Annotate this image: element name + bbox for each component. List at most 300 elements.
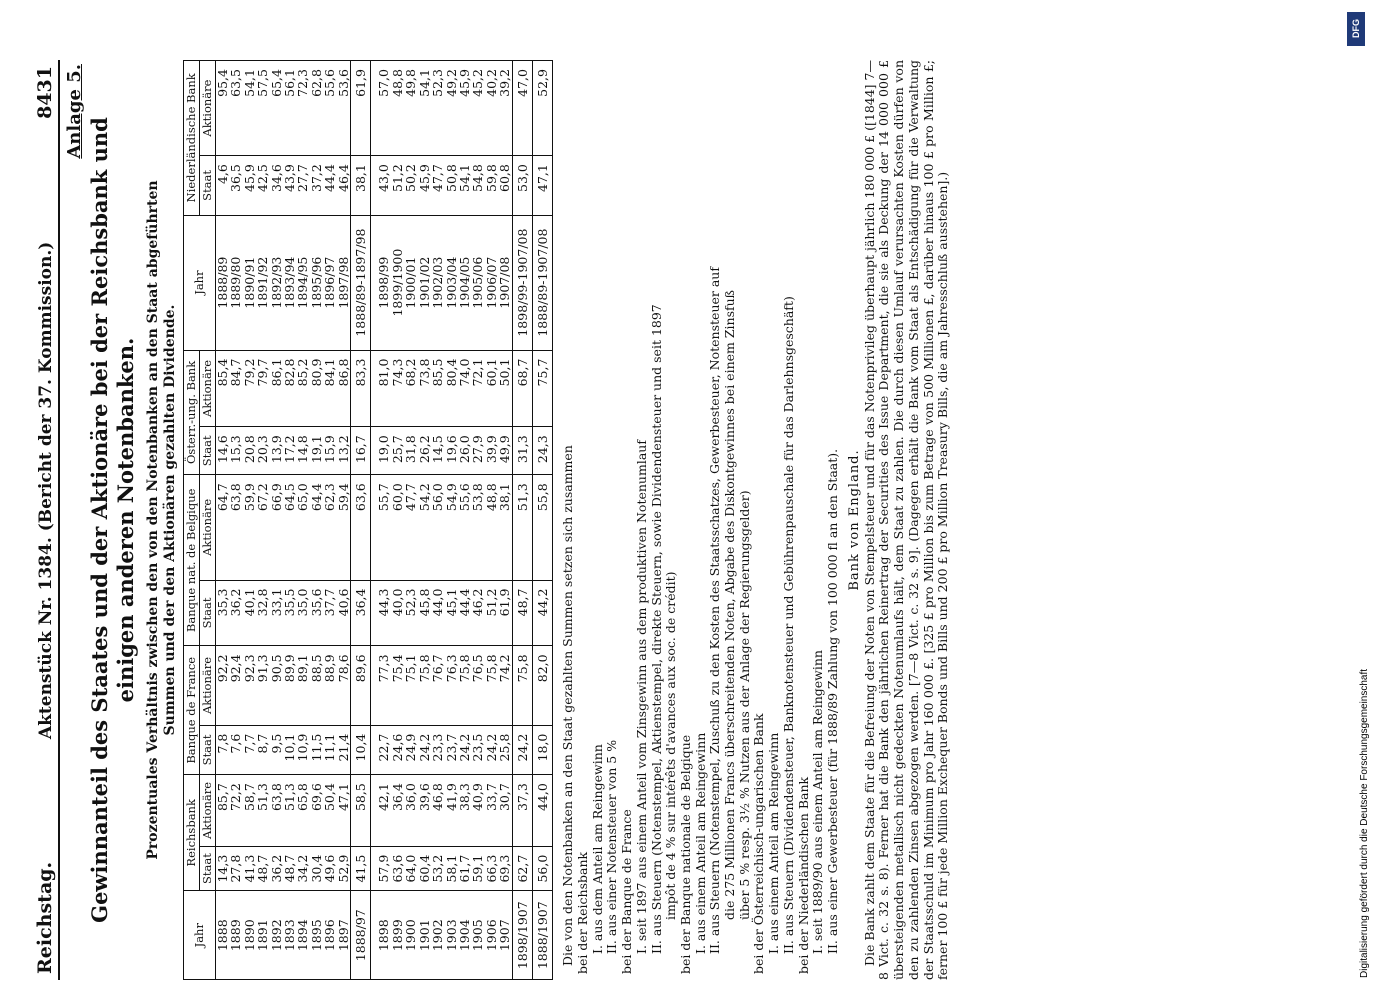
cell-os: 26,2 [418, 427, 431, 475]
table-row [323, 61, 336, 980]
cell-oa: 86,1 [270, 350, 283, 427]
cell-fs: 11,1 [323, 725, 336, 775]
cell-rs: 53,2 [431, 846, 444, 891]
cell-ba: 38,1 [498, 475, 512, 580]
cell-ba: 47,7 [404, 475, 417, 580]
note-france-item-2: II. aus Steuern (Notenstempel, Aktienstempel, direkte Steuern, sowie Dividendensteuer und seit 1897 [648, 304, 664, 954]
cell-bs: 40,6 [337, 580, 351, 646]
cell-na: 47,0 [512, 61, 532, 156]
sub-staat: Staat [200, 427, 216, 475]
table-row [471, 61, 484, 980]
cell-ba: 64,4 [310, 475, 323, 580]
england-heading: Bank von England. [846, 449, 862, 591]
cell-os: 14,5 [431, 427, 444, 475]
cell-na: 72,3 [296, 61, 309, 156]
cell-y2: 1888/89 [216, 215, 230, 350]
cell-fs: 24,2 [512, 725, 532, 775]
running-header [30, 60, 60, 980]
cell-ra: 58,7 [243, 775, 256, 847]
cell-oa: 81,0 [377, 350, 390, 427]
cell-rs: 48,7 [256, 846, 269, 891]
cell-na: 65,4 [270, 61, 283, 156]
notes-intro: Die von den Notenbanken an den Staat gezahlten Summen setzen sich zusammen [560, 445, 576, 966]
cell-ns: 37,2 [310, 156, 323, 215]
cell-rs: 60,4 [418, 846, 431, 891]
cell-na: 52,9 [532, 61, 552, 156]
cell-ns: 27,7 [296, 156, 309, 215]
cell-oa: 82,8 [283, 350, 296, 427]
note-reichsbank-item-2: II. aus einer Notensteuer von 5 % [604, 739, 620, 954]
cell-fa: 76,7 [431, 646, 444, 725]
table-row [310, 61, 323, 980]
table-row [458, 61, 471, 980]
cell-ba: 54,2 [418, 475, 431, 580]
cell-y2: 1906/07 [485, 215, 498, 350]
table-row [216, 61, 230, 980]
cell-rs: 57,9 [377, 846, 390, 891]
page-title: Gewinnanteil des Staates und der Aktionäre bei der Reichsbank und einigen anderen Notenbanken. [87, 117, 138, 923]
cell-fa: 75,1 [404, 646, 417, 725]
cell-os: 24,3 [532, 427, 552, 475]
cell-ba: 63,6 [351, 475, 371, 580]
cell-bs: 61,9 [498, 580, 512, 646]
cell-y: 1889 [229, 891, 242, 980]
cell-ns: 4,6 [216, 156, 230, 215]
cell-y2: 1903/04 [445, 215, 458, 350]
cell-bs: 35,0 [296, 580, 309, 646]
note-belgique-heading: bei der Banque nationale de Belgique [677, 734, 693, 974]
cell-rs: 62,7 [512, 846, 532, 891]
cell-fa: 76,3 [445, 646, 458, 725]
note-france-heading: bei der Banque de France [619, 809, 635, 974]
cell-oa: 84,1 [323, 350, 336, 427]
digitization-credit [1345, 8, 1375, 992]
cell-ra: 46,8 [431, 775, 444, 847]
cell-ba: 51,3 [512, 475, 532, 580]
cell-y2: 1898/99 [377, 215, 390, 350]
cell-y: 1896 [323, 891, 336, 980]
cell-ra: 50,4 [323, 775, 336, 847]
cell-ns: 59,8 [485, 156, 498, 215]
cell-ns: 43,9 [283, 156, 296, 215]
cell-ns: 53,0 [512, 156, 532, 215]
cell-na: 95,4 [216, 61, 230, 156]
cell-y2: 1902/03 [431, 215, 444, 350]
cell-rs: 52,9 [337, 846, 351, 891]
cell-ba: 67,2 [256, 475, 269, 580]
profit-share-table [183, 60, 553, 980]
cell-ra: 51,3 [283, 775, 296, 847]
cell-ba: 64,5 [283, 475, 296, 580]
cell-rs: 49,6 [323, 846, 336, 891]
cell-os: 15,9 [323, 427, 336, 475]
cell-ba: 55,8 [532, 475, 552, 580]
cell-bs: 52,3 [404, 580, 417, 646]
cell-os: 26,0 [458, 427, 471, 475]
dfg-logo-icon: DFG [1347, 12, 1365, 46]
cell-y: 1907 [498, 891, 512, 980]
table-body [216, 61, 553, 980]
table-row [445, 61, 458, 980]
cell-ns: 45,9 [418, 156, 431, 215]
cell-os: 25,7 [391, 427, 404, 475]
cell-bs: 37,7 [323, 580, 336, 646]
page-subtitle: Prozentuales Verhältnis zwischen den von den Notenbanken an den Staat abgeführten Summen und der den Aktionären gezahlten Dividende. [145, 180, 178, 860]
cell-ra: 85,7 [216, 775, 230, 847]
cell-y2: 1891/92 [256, 215, 269, 350]
cell-y: 1899 [391, 891, 404, 980]
cell-na: 48,8 [391, 61, 404, 156]
col-niederlaendische-bank: Niederländische Bank [184, 61, 200, 216]
cell-fa: 75,8 [458, 646, 471, 725]
cell-os: 27,9 [471, 427, 484, 475]
cell-fs: 23,3 [431, 725, 444, 775]
cell-y: 1892 [270, 891, 283, 980]
table-row [485, 61, 498, 980]
cell-fs: 8,7 [256, 725, 269, 775]
cell-y2: 1901/02 [418, 215, 431, 350]
cell-fs: 24,2 [418, 725, 431, 775]
cell-bs: 51,2 [485, 580, 498, 646]
cell-os: 13,9 [270, 427, 283, 475]
cell-ra: 38,3 [458, 775, 471, 847]
note-oesterr-item-2: II. aus Steuern (Dividendensteuer, Banknotensteuer und Gebührenpauschale für das Darlehnsgeschäft) [780, 296, 796, 954]
page-number: 8431 [34, 66, 56, 119]
cell-ra: 36,4 [391, 775, 404, 847]
cell-y: 1888 [216, 891, 230, 980]
cell-bs: 44,3 [377, 580, 390, 646]
cell-oa: 75,7 [532, 350, 552, 427]
cell-y: 1894 [296, 891, 309, 980]
cell-rs: 69,3 [498, 846, 512, 891]
cell-fa: 92,3 [243, 646, 256, 725]
cell-y2: 1900/01 [404, 215, 417, 350]
cell-oa: 80,9 [310, 350, 323, 427]
cell-os: 20,8 [243, 427, 256, 475]
header-left: Reichstag. [34, 861, 56, 974]
cell-rs: 56,0 [532, 846, 552, 891]
cell-y: 1904 [458, 891, 471, 980]
cell-fa: 90,5 [270, 646, 283, 725]
cell-na: 57,0 [377, 61, 390, 156]
sub-staat: Staat [200, 725, 216, 775]
cell-fs: 21,4 [337, 725, 351, 775]
cell-fs: 7,7 [243, 725, 256, 775]
cell-oa: 74,0 [458, 350, 471, 427]
cell-ra: 51,3 [256, 775, 269, 847]
note-reichsbank-heading: bei der Reichsbank [575, 851, 591, 974]
cell-rs: 41,3 [243, 846, 256, 891]
sub-staat: Staat [200, 846, 216, 891]
cell-y2: 1888/89-1907/08 [532, 215, 552, 350]
cell-fa: 75,8 [418, 646, 431, 725]
footnotes [561, 60, 840, 980]
col-oesterr-ung-bank: Österr.-ung. Bank [184, 350, 200, 475]
cell-oa: 68,7 [512, 350, 532, 427]
sub-aktionaere: Aktionäre [200, 61, 216, 156]
cell-os: 15,3 [229, 427, 242, 475]
cell-bs: 40,0 [391, 580, 404, 646]
england-paragraph: Die Bank zahlt dem Staate für die Befreiung der Noten von Stempelsteuer und für das Notenprivileg überhaupt jährlich 180 000 £ ([1844] 7—8 Vict. c. 32 s. 8). Ferner hat die Bank den jährlichen Reinertrag der Securities des Issue Department, die sie als Deckung der 14 000 000 £ übersteigenden metallisch nicht gedeckten Notenumlaufs hält, dem Staat zu zahlen. Die durch diesen Umlauf verursachten Kosten dürfen von den zu zahlenden Zinsen abgezogen werden. [7—8 Vict. c. 32 s. 9]. (Dagegen erhält die Bank vom Staat als Entschädigung für die Verwaltung der Staatsschuld im Minimum pro Jahr 160 000 £. [325 £ pro Million bis zum Betrage von 500 Millionen £, darüber hinaus 100 £ pro Million £; ferner 100 £ für jede Million Exchequer Bonds und Bills und 200 £ pro Million Treasury Bills, die am Jahresschluß ausstehen].) [861, 60, 951, 980]
cell-ba: 64,7 [216, 475, 230, 580]
cell-ns: 54,8 [471, 156, 484, 215]
cell-ra: 42,1 [377, 775, 390, 847]
cell-oa: 85,5 [431, 350, 444, 427]
note-oesterr-heading: bei der Österreichisch-ungarischen Bank [751, 713, 767, 974]
cell-rs: 36,2 [270, 846, 283, 891]
cell-ns: 34,6 [270, 156, 283, 215]
cell-y2: 1890/91 [243, 215, 256, 350]
table-row [296, 61, 309, 980]
cell-y2: 1895/96 [310, 215, 323, 350]
table-row [283, 61, 296, 980]
cell-fs: 7,6 [229, 725, 242, 775]
cell-ns: 42,5 [256, 156, 269, 215]
cell-ba: 53,8 [471, 475, 484, 580]
cell-fs: 7,8 [216, 725, 230, 775]
cell-fs: 10,9 [296, 725, 309, 775]
cell-na: 45,2 [471, 61, 484, 156]
sub-aktionaere: Aktionäre [200, 475, 216, 580]
sub-staat: Staat [200, 156, 216, 215]
col-year-2: Jahr [184, 215, 216, 350]
col-year: Jahr [184, 891, 216, 980]
total-row-1888-1897 [351, 61, 371, 980]
cell-ns: 46,4 [337, 156, 351, 215]
cell-ba: 55,6 [458, 475, 471, 580]
cell-ns: 54,1 [458, 156, 471, 215]
cell-ra: 47,1 [337, 775, 351, 847]
note-belgique-item-1: I. aus einem Anteil am Reingewinn [692, 732, 708, 954]
cell-na: 54,1 [243, 61, 256, 156]
cell-ra: 30,7 [498, 775, 512, 847]
cell-oa: 74,3 [391, 350, 404, 427]
cell-ns: 60,8 [498, 156, 512, 215]
cell-y2: 1894/95 [296, 215, 309, 350]
cell-ns: 43,0 [377, 156, 390, 215]
cell-ba: 59,9 [243, 475, 256, 580]
cell-ns: 47,7 [431, 156, 444, 215]
cell-ba: 59,4 [337, 475, 351, 580]
cell-rs: 48,7 [283, 846, 296, 891]
table-row [256, 61, 269, 980]
cell-oa: 85,4 [216, 350, 230, 427]
cell-os: 16,7 [351, 427, 371, 475]
cell-oa: 84,7 [229, 350, 242, 427]
cell-rs: 66,3 [485, 846, 498, 891]
cell-y2: 1889/80 [229, 215, 242, 350]
note-belgique-item-2-cont2: über 5 % resp. 3½ % Nutzen aus der Anlage der Regierungsgelder) [736, 490, 752, 920]
cell-rs: 14,3 [216, 846, 230, 891]
cell-y: 1898 [377, 891, 390, 980]
cell-os: 13,2 [337, 427, 351, 475]
sub-aktionaere: Aktionäre [200, 775, 216, 847]
cell-fs: 24,9 [404, 725, 417, 775]
cell-fa: 78,6 [337, 646, 351, 725]
note-nieder-item-1: I. seit 1889/90 aus einem Anteil am Reingewinn [810, 650, 826, 954]
cell-os: 19,0 [377, 427, 390, 475]
cell-bs: 44,0 [431, 580, 444, 646]
annex-label: Anlage 5. [64, 64, 85, 159]
cell-bs: 45,1 [445, 580, 458, 646]
cell-fs: 18,0 [532, 725, 552, 775]
cell-y: 1898/1907 [512, 891, 532, 980]
cell-oa: 86,8 [337, 350, 351, 427]
cell-bs: 35,3 [216, 580, 230, 646]
cell-bs: 35,6 [310, 580, 323, 646]
cell-na: 56,1 [283, 61, 296, 156]
cell-rs: 59,1 [471, 846, 484, 891]
cell-ns: 38,1 [351, 156, 371, 215]
cell-y: 1891 [256, 891, 269, 980]
cell-rs: 27,8 [229, 846, 242, 891]
cell-y: 1893 [283, 891, 296, 980]
cell-fa: 89,9 [283, 646, 296, 725]
cell-fs: 25,8 [498, 725, 512, 775]
cell-na: 61,9 [351, 61, 371, 156]
note-belgique-item-2: II. aus Steuern (Notenstempel, Zuschuß zu den Kosten des Staatsschatzes, Gewerbesteuer, Notensteuer auf [707, 267, 723, 954]
cell-ns: 51,2 [391, 156, 404, 215]
cell-ra: 63,8 [270, 775, 283, 847]
cell-bs: 36,4 [351, 580, 371, 646]
cell-ba: 65,0 [296, 475, 309, 580]
col-reichsbank: Reichsbank [184, 775, 200, 891]
cell-oa: 83,3 [351, 350, 371, 427]
cell-bs: 45,8 [418, 580, 431, 646]
cell-fa: 88,5 [310, 646, 323, 725]
cell-ra: 40,9 [471, 775, 484, 847]
cell-bs: 36,2 [229, 580, 242, 646]
cell-y2: 1892/93 [270, 215, 283, 350]
cell-na: 40,2 [485, 61, 498, 156]
cell-na: 57,5 [256, 61, 269, 156]
cell-y: 1888/1907 [532, 891, 552, 980]
cell-y: 1895 [310, 891, 323, 980]
cell-rs: 58,1 [445, 846, 458, 891]
sub-staat: Staat [200, 580, 216, 646]
table-row [377, 61, 390, 980]
cell-oa: 79,7 [256, 350, 269, 427]
cell-fs: 24,2 [458, 725, 471, 775]
cell-ba: 66,9 [270, 475, 283, 580]
cell-fa: 91,3 [256, 646, 269, 725]
cell-y2: 1896/97 [323, 215, 336, 350]
cell-ra: 44,0 [532, 775, 552, 847]
cell-rs: 41,5 [351, 846, 371, 891]
cell-y: 1900 [404, 891, 417, 980]
cell-ra: 33,7 [485, 775, 498, 847]
cell-fs: 22,7 [377, 725, 390, 775]
cell-ns: 45,9 [243, 156, 256, 215]
cell-na: 49,8 [404, 61, 417, 156]
cell-bs: 44,2 [532, 580, 552, 646]
cell-fa: 82,0 [532, 646, 552, 725]
cell-y2: 1898/99-1907/08 [512, 215, 532, 350]
cell-oa: 80,4 [445, 350, 458, 427]
cell-fa: 92,2 [216, 646, 230, 725]
cell-oa: 85,2 [296, 350, 309, 427]
cell-fa: 88,9 [323, 646, 336, 725]
cell-rs: 63,6 [391, 846, 404, 891]
cell-y2: 1899/1900 [391, 215, 404, 350]
cell-fs: 24,2 [485, 725, 498, 775]
note-france-item-2-cont: impôt de 4 % sur intérêts d'avances aux soc. de crédit) [663, 571, 679, 920]
cell-rs: 64,0 [404, 846, 417, 891]
cell-os: 14,8 [296, 427, 309, 475]
cell-oa: 73,8 [418, 350, 431, 427]
cell-ra: 37,3 [512, 775, 532, 847]
cell-fa: 89,1 [296, 646, 309, 725]
cell-y: 1903 [445, 891, 458, 980]
cell-fs: 11,5 [310, 725, 323, 775]
cell-ba: 56,0 [431, 475, 444, 580]
cell-y: 1890 [243, 891, 256, 980]
cell-fs: 23,7 [445, 725, 458, 775]
cell-rs: 30,4 [310, 846, 323, 891]
cell-y2: 1907/08 [498, 215, 512, 350]
cell-y: 1897 [337, 891, 351, 980]
cell-ns: 50,2 [404, 156, 417, 215]
cell-fs: 24,6 [391, 725, 404, 775]
cell-y: 1901 [418, 891, 431, 980]
cell-na: 39,2 [498, 61, 512, 156]
cell-fa: 92,4 [229, 646, 242, 725]
cell-y: 1902 [431, 891, 444, 980]
cell-y: 1888/97 [351, 891, 371, 980]
cell-y2: 1904/05 [458, 215, 471, 350]
table-row [431, 61, 444, 980]
cell-os: 31,3 [512, 427, 532, 475]
cell-rs: 34,2 [296, 846, 309, 891]
cell-fa: 75,8 [512, 646, 532, 725]
cell-ba: 63,8 [229, 475, 242, 580]
cell-na: 49,2 [445, 61, 458, 156]
cell-os: 14,6 [216, 427, 230, 475]
cell-y: 1906 [485, 891, 498, 980]
table-row [418, 61, 431, 980]
col-banque-de-france: Banque de France [184, 646, 200, 775]
cell-y2: 1897/98 [337, 215, 351, 350]
cell-os: 39,9 [485, 427, 498, 475]
cell-fs: 10,4 [351, 725, 371, 775]
cell-na: 45,9 [458, 61, 471, 156]
cell-fa: 74,2 [498, 646, 512, 725]
table-row [404, 61, 417, 980]
sub-aktionaere: Aktionäre [200, 646, 216, 725]
cell-na: 54,1 [418, 61, 431, 156]
cell-y2: 1893/94 [283, 215, 296, 350]
cell-y: 1905 [471, 891, 484, 980]
table-row [229, 61, 242, 980]
cell-ra: 39,6 [418, 775, 431, 847]
cell-na: 55,6 [323, 61, 336, 156]
cell-ba: 54,9 [445, 475, 458, 580]
table-row [243, 61, 256, 980]
cell-oa: 72,1 [471, 350, 484, 427]
cell-ra: 65,8 [296, 775, 309, 847]
cell-os: 31,8 [404, 427, 417, 475]
cell-ba: 55,7 [377, 475, 390, 580]
cell-ra: 72,2 [229, 775, 242, 847]
cell-na: 53,6 [337, 61, 351, 156]
rotated-page-content [30, 60, 1370, 980]
cell-y2: 1888/89-1897/98 [351, 215, 371, 350]
cell-os: 19,6 [445, 427, 458, 475]
note-belgique-item-2-cont: die 275 Millionen Francs überschreitenden Noten, Abgabe des Diskontgewinnes bei einem Zinsfuß [722, 289, 738, 920]
note-nieder-heading: bei der Niederländischen Bank [795, 776, 811, 974]
table-row [498, 61, 512, 980]
note-reichsbank-item-1: I. aus dem Anteil am Reingewinn [589, 744, 605, 954]
